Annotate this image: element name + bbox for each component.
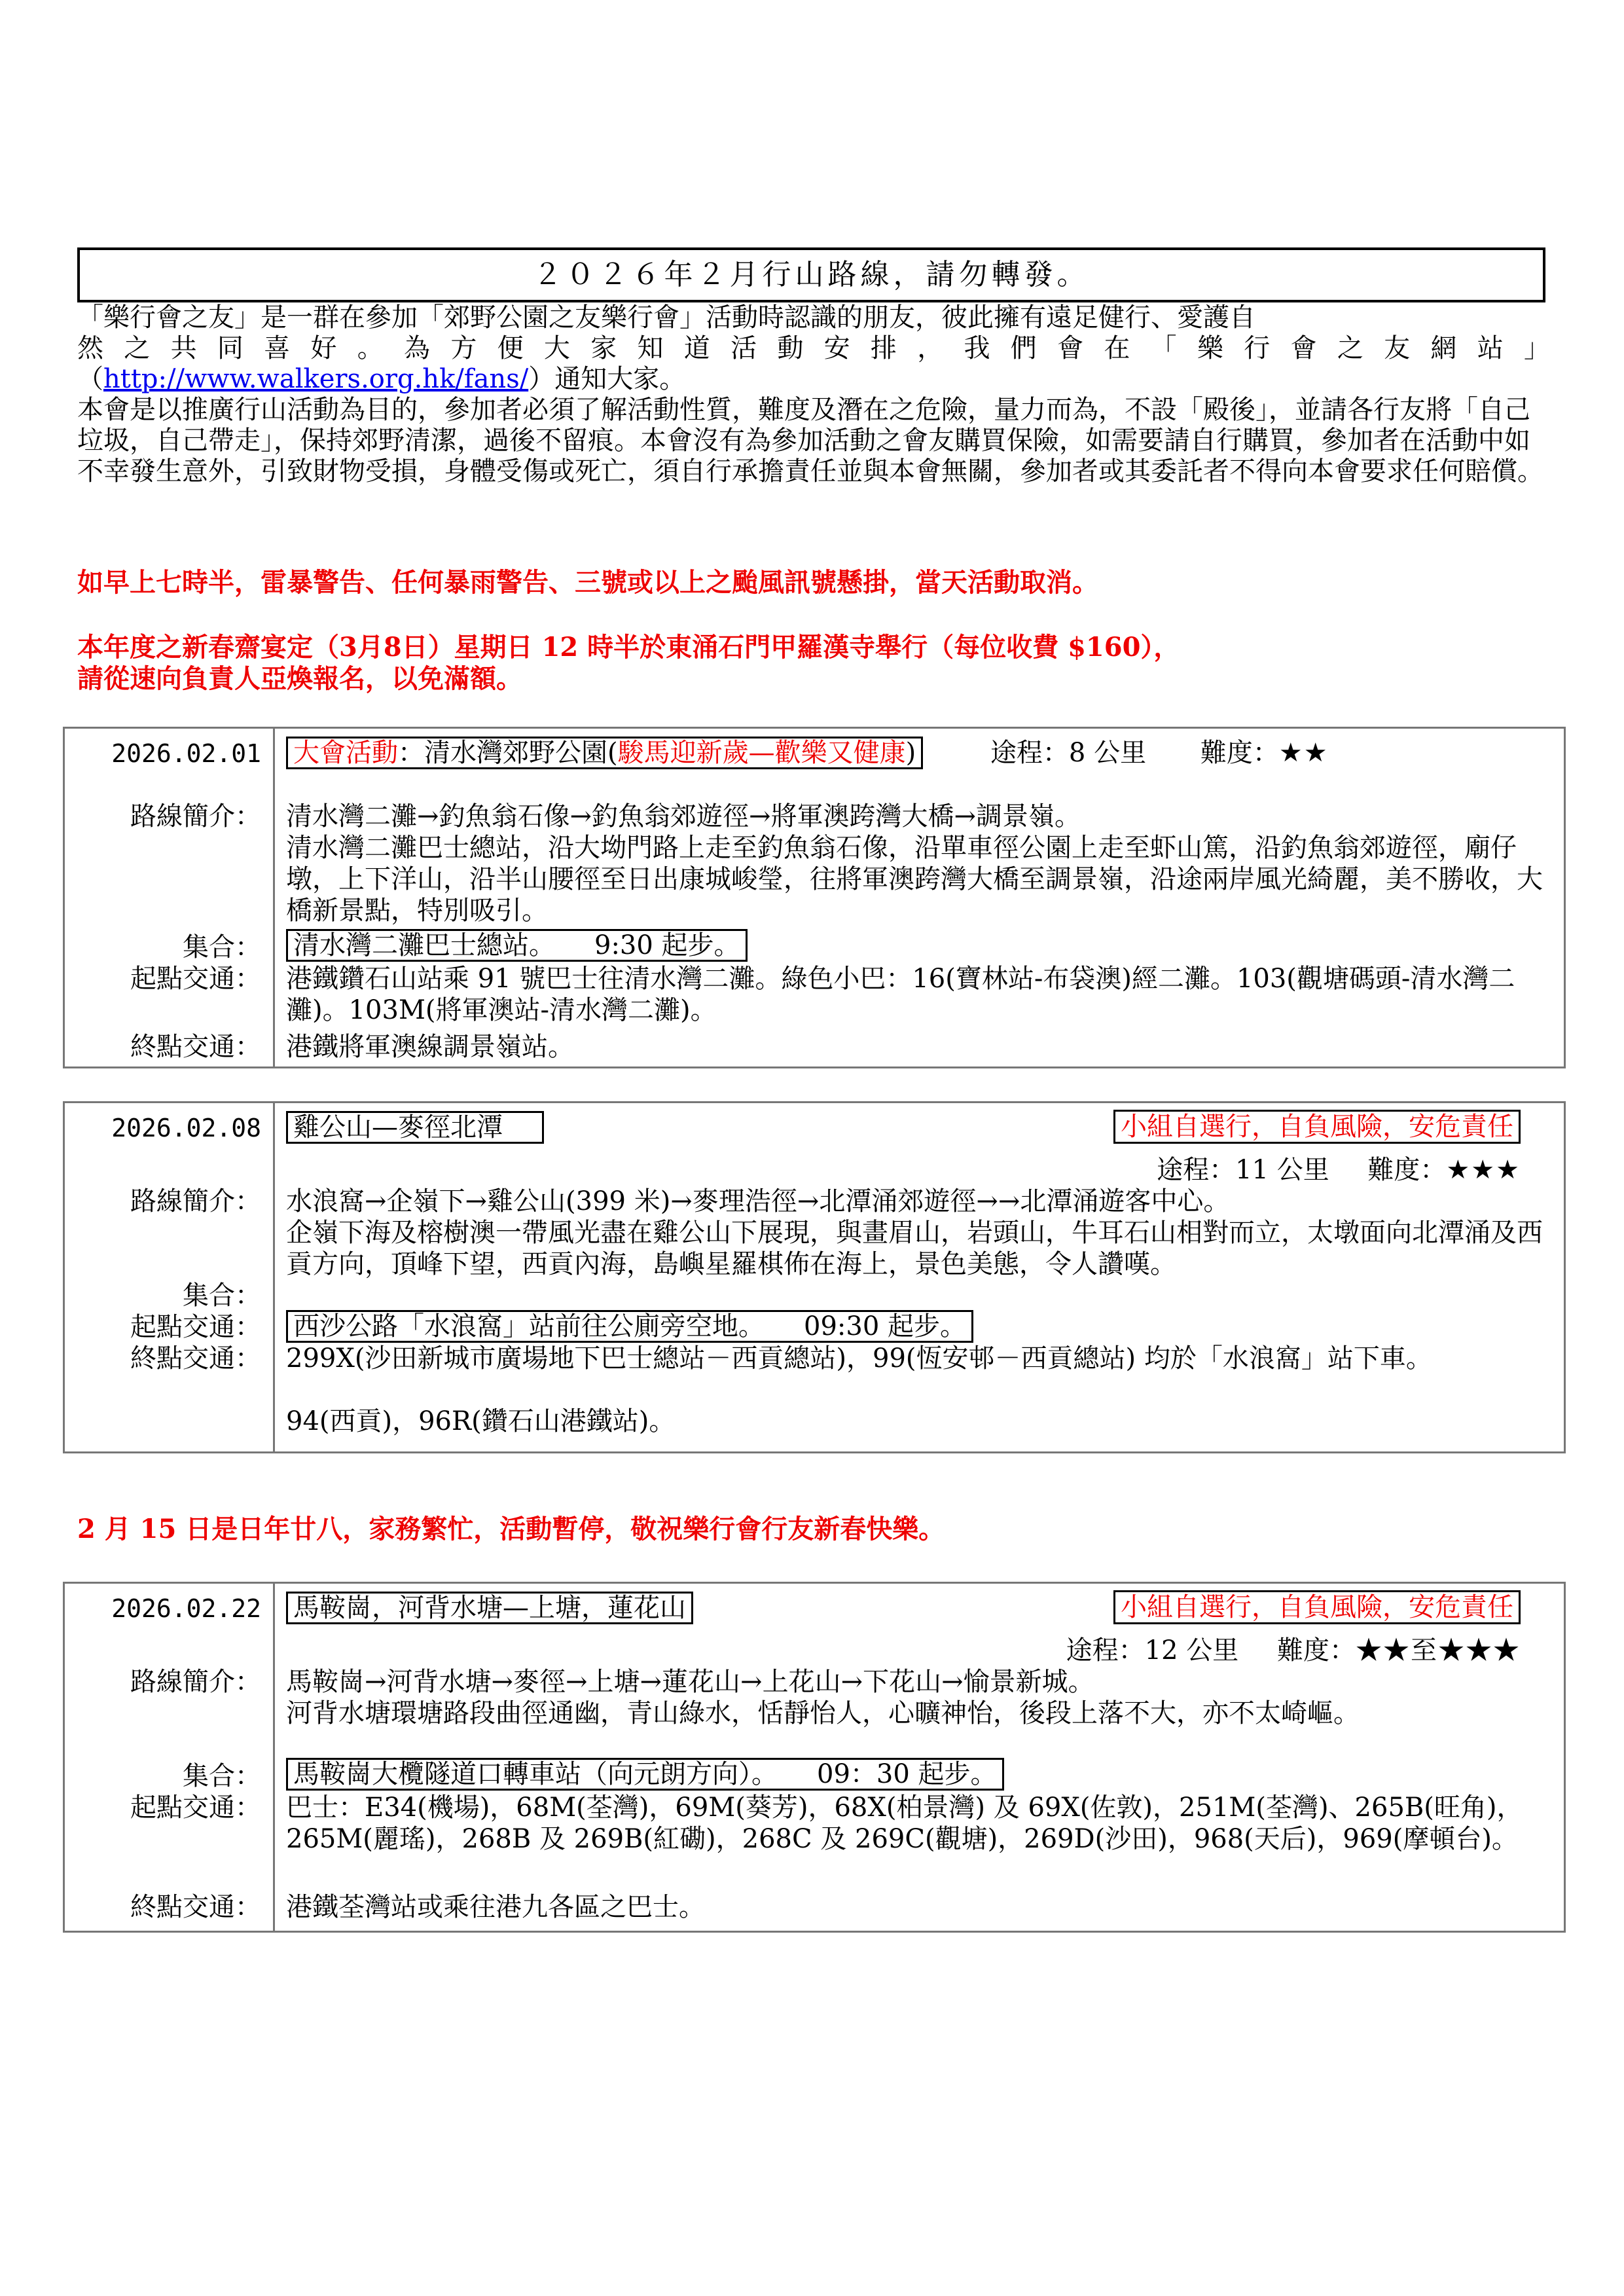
route-label: 路線簡介： (130, 801, 261, 831)
hike-meet-row (286, 1310, 973, 1343)
hike-distance-row (1157, 1154, 1521, 1186)
hike-route: 馬鞍崗→河背水塘→麥徑→上塘→蓮花山→上花山→下花山→愉景新城。 (286, 1667, 1094, 1697)
banquet-notice-1: 本年度之新春齋宴定（3月8日）星期日 12 時半於東涌石門甲羅漢寺舉行（每位收費 $160）， (77, 632, 1180, 663)
hike-title-row (286, 1111, 544, 1144)
meet-label: 集合： (183, 1281, 261, 1311)
hike-date: 2026.02.01 (111, 739, 261, 768)
column-divider (273, 1103, 275, 1451)
hike-description: 清水灣二灘巴士總站，沿大坳門路上走至釣魚翁石像，沿單車徑公園上走至虾山篤，沿釣魚翁郊遊徑，廟仔墩，上下洋山，沿半山腰徑至日出康城峻瑩，往將軍澳跨灣大橋至調景嶺，沿途兩岸風光綺麗，美不勝收，大橋新景點，特別吸引。 (286, 833, 1543, 926)
hike-start-transport: 巴士：E34(機場)，68M(荃灣)，69M(葵芳)，68X(柏景灣) 及 69X(佐敦)，251M(荃灣)、265B(旺角)，265M(麗瑤)，268B 及 269B(紅磡)，268C 及 269C(觀塘)，269D(沙田)，968(天后)，969(摩頓台)。 (286, 1793, 1523, 1854)
intro-line-1: 「樂行會之友」是一群在參加「郊野公園之友樂行會」活動時認識的朋友，彼此擁有遠足健行、愛護自 (77, 302, 1255, 333)
hike-meet: 馬鞍崗大欖隧道口轉車站（向元朗方向）。 09：30 起步。 (286, 1758, 1004, 1791)
risk-warning: 小組自選行，自負風險，安危責任 (1113, 1590, 1521, 1624)
hike-theme: 駿馬迎新歲—歡樂又健康 (617, 738, 906, 768)
intro-line-2: 然之共同喜好。為方便大家知道活動安排，我們會在「樂行會之友網站」 (77, 333, 1550, 363)
hike-difficulty-label: 難度： (1367, 1155, 1447, 1185)
difficulty-stars: ★★ (1278, 738, 1329, 768)
fans-site-link[interactable]: http://www.walkers.org.hk/fans/ (103, 364, 529, 394)
hike-distance: 途程：12 公里 (1066, 1635, 1239, 1666)
hike-end-transport: 299X(沙田新城市廣場地下巴士總站－西貢總站)，99(恆安邨－西貢總站) 均於「水浪窩」站下車。 (286, 1343, 1432, 1374)
hike-meet-row (286, 1758, 1004, 1791)
banquet-notice-2: 請從速向負責人亞煥報名，以免滿額。 (77, 663, 522, 694)
hike-distance: 途程：8 公里 (990, 738, 1147, 768)
hike-route: 水浪窩→企嶺下→雞公山(399 米)→麥理浩徑→北潭涌郊遊徑→→北潭涌遊客中心。 (286, 1186, 1230, 1216)
hike-title (286, 737, 923, 769)
route-label: 路線簡介： (130, 1667, 261, 1697)
hike-difficulty-label: 難度： (1277, 1635, 1356, 1666)
hike-title-row (286, 1592, 693, 1624)
column-divider (273, 1584, 275, 1931)
hike-card (63, 727, 1566, 1068)
hike-distance: 途程：11 公里 (1157, 1155, 1329, 1185)
route-label: 路線簡介： (130, 1186, 261, 1216)
hike-meet-row (286, 929, 748, 962)
page-title: ２０２６年２月行山路線，請勿轉發。 (77, 247, 1545, 302)
end-transport-label: 終點交通： (130, 1032, 261, 1062)
hike-card (63, 1582, 1566, 1933)
intro-paren-close: ）通知大家。 (528, 364, 686, 394)
hike-route: 清水灣二灘→釣魚翁石像→釣魚翁郊遊徑→將軍澳跨灣大橋→調景嶺。 (286, 801, 1081, 831)
end-transport-label: 終點交通： (130, 1892, 261, 1922)
hike-date: 2026.02.08 (111, 1114, 261, 1142)
intro-paren-open: （ (77, 364, 103, 394)
hike-difficulty-label: 難度： (1200, 738, 1279, 768)
intro-line-3 (77, 364, 1550, 395)
hike-title-main: ：清水灣郊野公園( (398, 738, 618, 768)
meet-label: 集合： (183, 1761, 261, 1791)
end-transport-label: 終點交通： (130, 1343, 261, 1374)
hike-title: 雞公山—麥徑北潭 (286, 1111, 544, 1144)
intro-section (77, 302, 1550, 487)
disclaimer: 本會是以推廣行山活動為目的，參加者必須了解活動性質，難度及潛在之危險，量力而為，不設「殿後」，並請各行友將「自己垃圾，自己帶走」，保持郊野清潔，過後不留痕。本會沒有為參加活動之會友購買保險，如需要請自行購買，參加者在活動中如不幸發生意外，引致財物受損，身體受傷或死亡，須自行承擔責任並與本會無關，參加者或其委託者不得向本會要求任何賠償。 (77, 395, 1543, 486)
meet-label: 集合： (183, 932, 261, 962)
hike-description: 企嶺下海及榕樹澳一帶風光盡在雞公山下展現，與畫眉山，岩頭山，牛耳石山相對而立，太墩面向北潭涌及西貢方向，頂峰下望，西貢內海，島嶼星羅棋佈在海上，景色美態，令人讚嘆。 (286, 1218, 1543, 1279)
difficulty-stars: ★★至★★★ (1356, 1635, 1521, 1666)
start-transport-label: 起點交通： (130, 964, 261, 994)
hike-end-transport-2: 94(西貢)，96R(鑽石山港鐵站)。 (286, 1406, 676, 1436)
hike-date: 2026.02.22 (111, 1594, 261, 1623)
start-transport-label: 起點交通： (130, 1312, 261, 1342)
hike-description: 河背水塘環塘路段曲徑通幽，青山綠水，恬靜怡人，心曠神怡，後段上落不大，亦不太崎嶇。 (286, 1698, 1360, 1728)
hike-distance-row (1066, 1635, 1521, 1666)
hike-title: 馬鞍崗，河背水塘—上塘，蓮花山 (286, 1592, 693, 1624)
event-type: 大會活動 (293, 738, 398, 768)
hike-start-transport: 港鐵鑽石山站乘 91 號巴士往清水灣二灘。綠色小巴：16(寶林站-布袋澳)經二灘。103(觀塘碼頭-清水灣二灘)。103M(將軍澳站-清水灣二灘)。 (286, 964, 1515, 1025)
hike-title-end: ) (905, 738, 916, 768)
hike-meet: 清水灣二灘巴士總站。 9:30 起步。 (286, 929, 748, 962)
hike-meet: 西沙公路「水浪窩」站前往公廁旁空地。 09:30 起步。 (286, 1310, 973, 1343)
start-transport-label: 起點交通： (130, 1793, 261, 1823)
hike-card (63, 1101, 1566, 1453)
column-divider (273, 729, 275, 1066)
difficulty-stars: ★★★ (1446, 1155, 1521, 1185)
risk-warning: 小組自選行，自負風險，安危責任 (1113, 1110, 1521, 1144)
weather-notice: 如早上七時半，雷暴警告、任何暴雨警告、三號或以上之颱風訊號懸掛，當天活動取消。 (77, 567, 1098, 598)
pause-notice: 2 月 15 日是日年廿八，家務繁忙，活動暫停，敬祝樂行會行友新春快樂。 (77, 1514, 945, 1544)
hike-end-transport: 港鐵將軍澳線調景嶺站。 (286, 1032, 574, 1062)
hike-end-transport: 港鐵荃灣站或乘往港九各區之巴士。 (286, 1892, 705, 1922)
hike-title-row (286, 737, 1329, 769)
